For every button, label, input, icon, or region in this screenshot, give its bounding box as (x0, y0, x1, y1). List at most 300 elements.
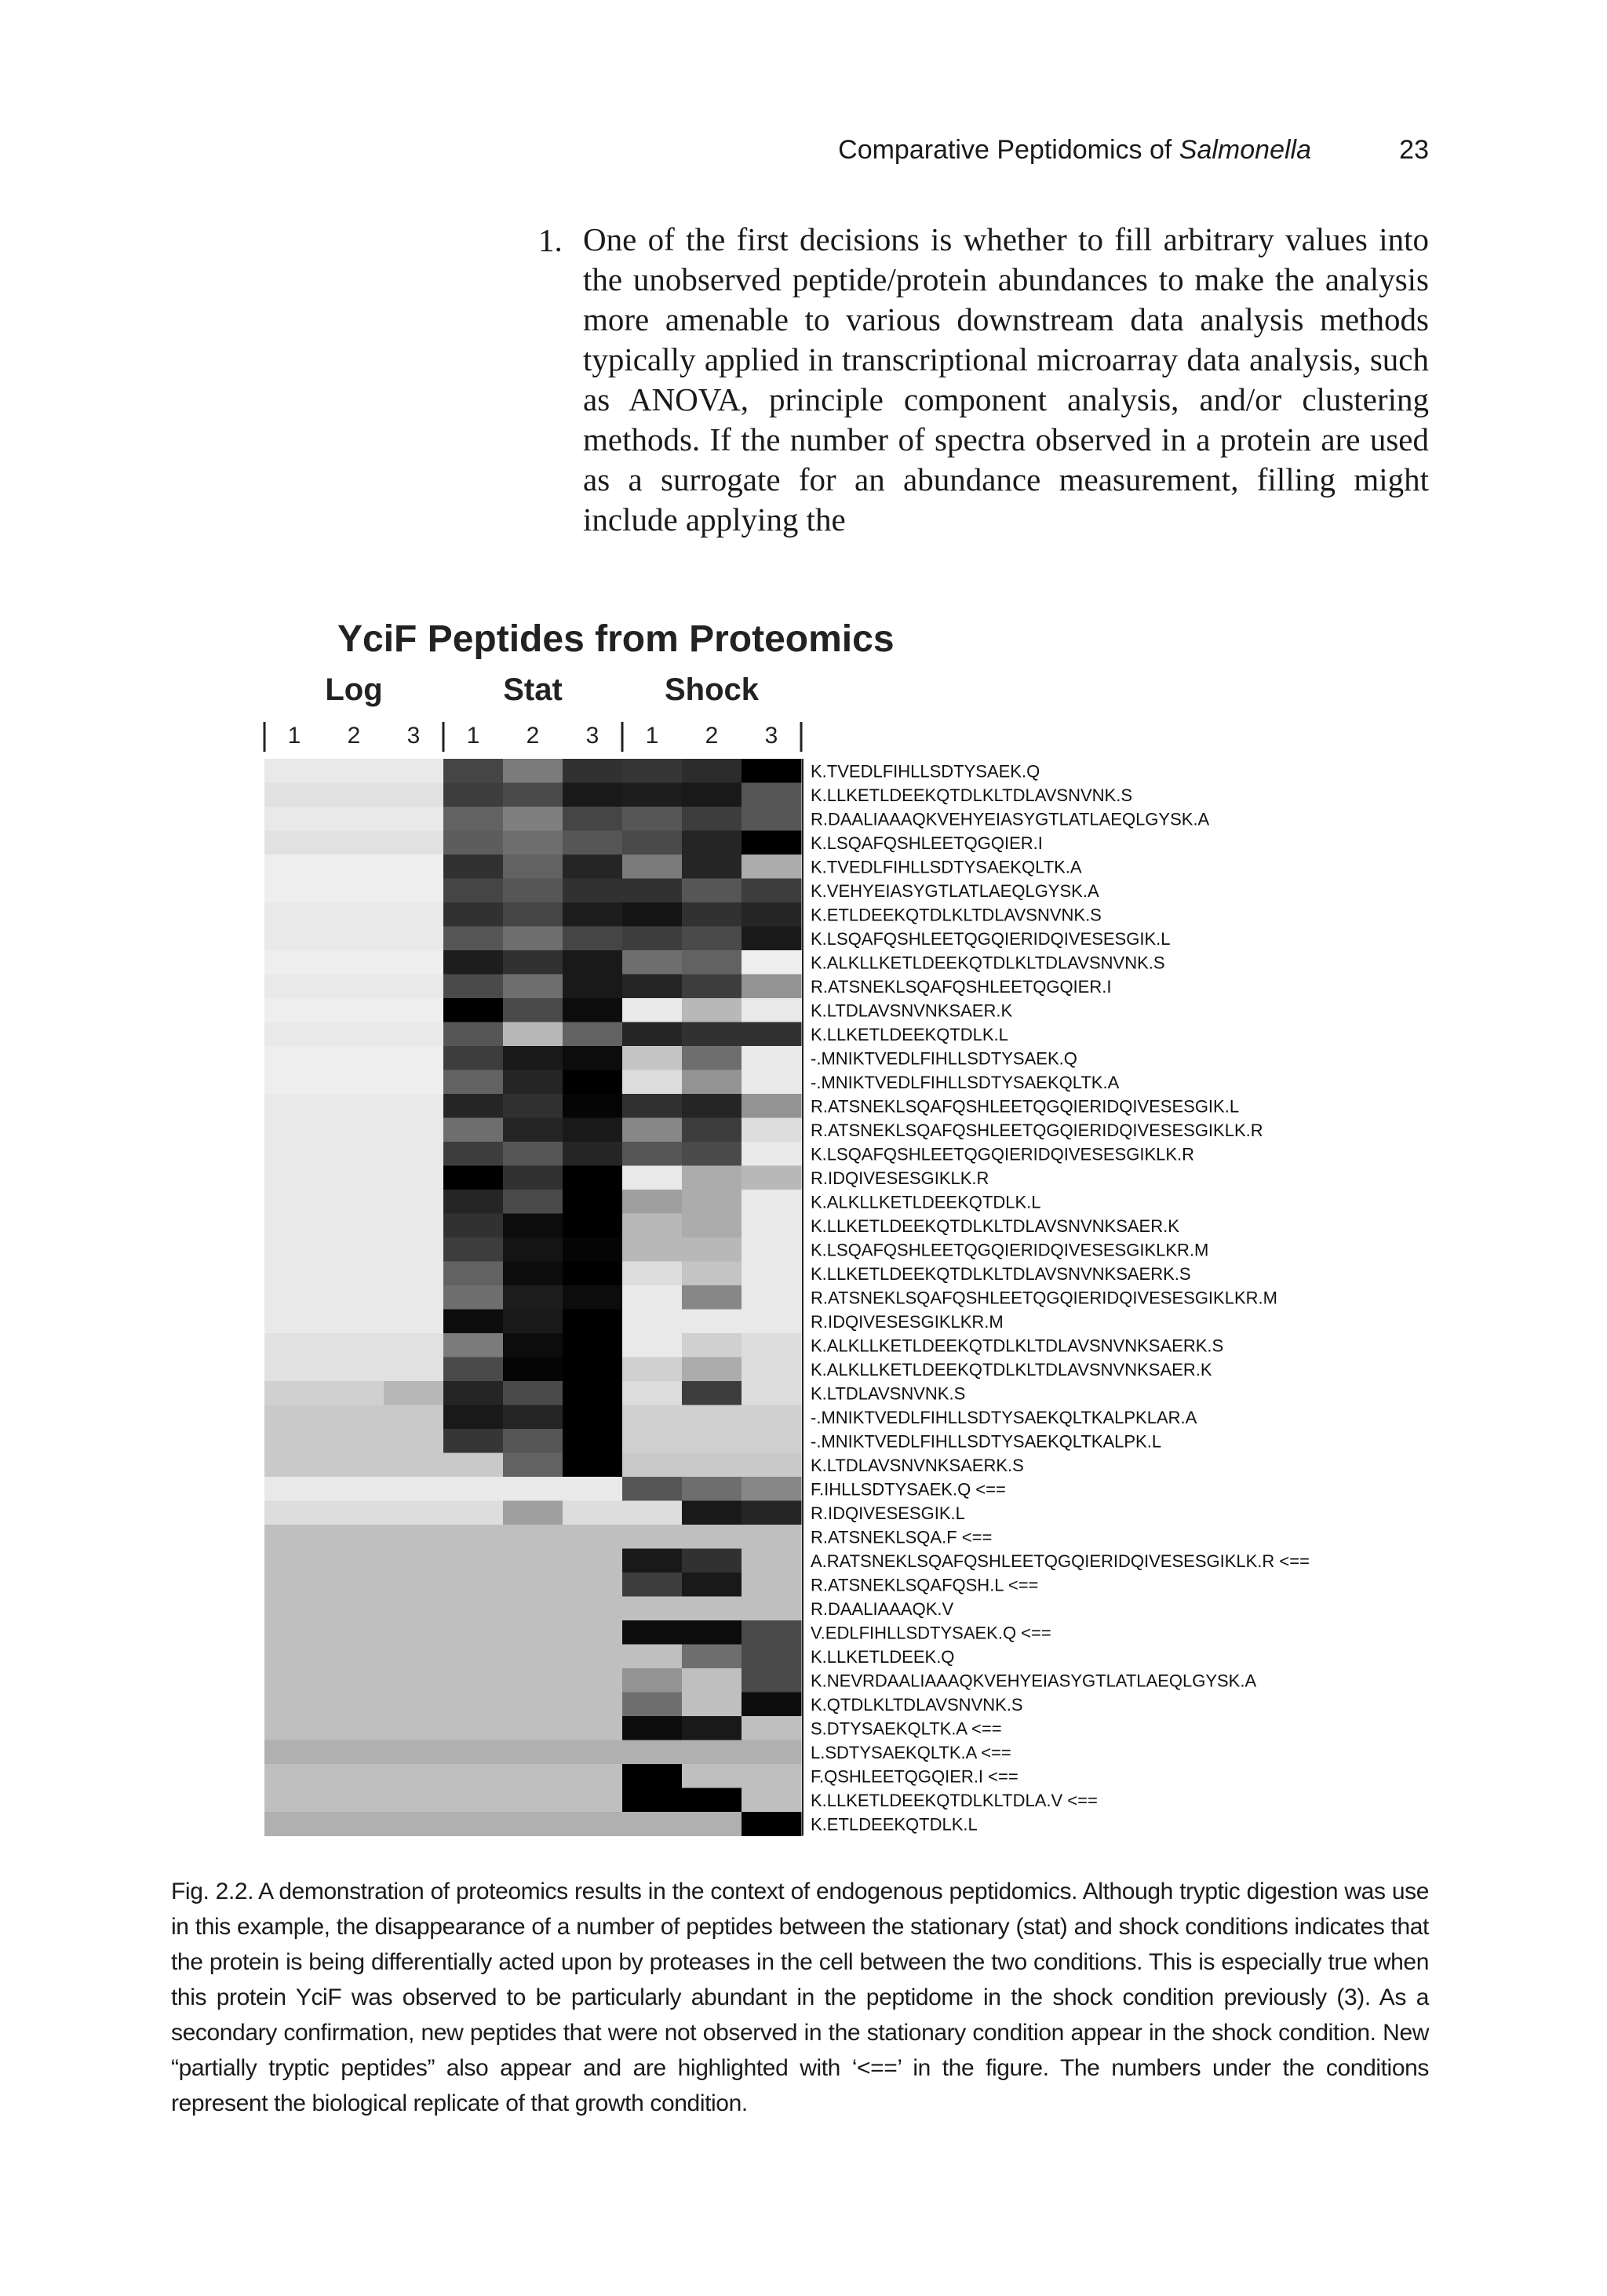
heatmap-cell (742, 1142, 802, 1166)
heatmap-cell (324, 927, 384, 951)
heatmap-cell (384, 1285, 444, 1310)
replicate-label: 1 (466, 723, 480, 749)
heatmap-cell (384, 831, 444, 855)
heatmap-cell (264, 1070, 325, 1095)
heatmap-cell (622, 1190, 683, 1214)
heatmap-cell (622, 998, 683, 1022)
heatmap-cell (264, 1381, 325, 1405)
peptide-label: K.LLKETLDEEKQTDLKLTDLAVSNVNKSAERK.S (811, 1263, 1191, 1284)
heatmap-cell (384, 1333, 444, 1358)
heatmap-cell (503, 1310, 563, 1334)
heatmap-cell (503, 1764, 563, 1788)
heatmap-cell (503, 1237, 563, 1262)
heatmap-cell (384, 1310, 444, 1334)
heatmap-cell (682, 1525, 742, 1549)
heatmap-cell (324, 1573, 384, 1597)
heatmap-cell (384, 783, 444, 807)
heatmap-cell (443, 783, 504, 807)
body-paragraph: One of the first decisions is whether to fill arbitrary values into the unobserved peptide/protein abundances to make the analysis more amenable to various downstream data analysis methods typically applied in transcriptional microarray data analysis, such as ANOVA, principle component analysis, and/or clustering methods. If the number of spectra observed in a protein are used as a surrogate for an abundance measurement, filling might include applying the (583, 221, 1429, 538)
heatmap-cell (324, 1693, 384, 1717)
condition-label-shock: Shock (664, 672, 760, 707)
heatmap-cell (563, 902, 623, 927)
heatmap-cell (622, 1358, 683, 1382)
heatmap-cell (742, 855, 802, 879)
page-number: 23 (1399, 135, 1429, 165)
heatmap-cell (742, 1214, 802, 1238)
heatmap-cell (622, 1166, 683, 1190)
heatmap-cell (622, 1429, 683, 1453)
heatmap-cell (563, 1573, 623, 1597)
replicate-label: 2 (705, 723, 719, 749)
heatmap-cell (563, 879, 623, 903)
heatmap-cell (503, 759, 563, 783)
heatmap-cell (384, 1237, 444, 1262)
heatmap-cell (622, 1262, 683, 1286)
heatmap-cell (443, 1429, 504, 1453)
peptide-label: K.LTDLAVSNVNKSAERK.S (811, 1455, 1024, 1475)
peptide-label: K.NEVRDAALIAAAQKVEHYEIASYGTLATLAEQLGYSK.A (811, 1671, 1257, 1691)
heatmap-cell (264, 1237, 325, 1262)
heatmap-cell (384, 1190, 444, 1214)
heatmap-cell (264, 1333, 325, 1358)
heatmap-cell (503, 1597, 563, 1621)
heatmap-cell (264, 950, 325, 975)
peptide-label: K.LLKETLDEEKQTDLKLTDLAVSNVNKSAER.K (811, 1215, 1179, 1236)
heatmap-cell (264, 1214, 325, 1238)
heatmap-cell (443, 1381, 504, 1405)
heatmap-cell (563, 1358, 623, 1382)
heatmap-cell (503, 1214, 563, 1238)
heatmap-cell (682, 1070, 742, 1095)
heatmap-cell (622, 902, 683, 927)
heatmap-cell (384, 1812, 444, 1836)
heatmap-cell (622, 1549, 683, 1573)
heatmap-cell (443, 975, 504, 999)
heatmap-cell (384, 1501, 444, 1525)
peptide-label: -.MNIKTVEDLFIHLLSDTYSAEKQLTK.A (811, 1072, 1120, 1092)
peptide-label: K.ALKLLKETLDEEKQTDLKLTDLAVSNVNKSAERK.S (811, 1336, 1224, 1356)
peptide-label: K.LSQAFQSHLEETQGQIERIDQIVESESGIK.L (811, 928, 1171, 949)
heatmap-cell (682, 950, 742, 975)
heatmap-cell (264, 998, 325, 1022)
heatmap-cell (443, 1645, 504, 1669)
heatmap-cell (443, 1693, 504, 1717)
heatmap-cell (443, 1501, 504, 1525)
caption-text: A demonstration of proteomics results in the context of endogenous peptidomics. Although tryptic digestion was use in this example, the disappearance of a number of peptides between the stationary (stat) and shock conditions indicates that the protein is being differentially acted upon by proteases in the cell between the two conditions. This is especially true when this protein YciF was observed to be particularly abundant in the peptidome in the shock condition previously (3). As a secondary confirmation, new peptides that were not observed in the stationary condition appear in the shock condition. New “partially tryptic peptides” also appear and are highlighted with ‘<==’ in the figure. The numbers under the conditions represent the biological replicate of that growth condition. (171, 1879, 1429, 2116)
heatmap-cell (682, 1214, 742, 1238)
heatmap-cell (622, 1477, 683, 1501)
peptide-label: -.MNIKTVEDLFIHLLSDTYSAEKQLTKALPKLAR.A (811, 1407, 1197, 1427)
heatmap-cell (384, 1645, 444, 1669)
heatmap-cell (742, 1525, 802, 1549)
heatmap-cell (443, 1597, 504, 1621)
heatmap-cell (264, 759, 325, 783)
heatmap-cell (443, 807, 504, 831)
heatmap-cell (384, 1525, 444, 1549)
heatmap-cell (622, 783, 683, 807)
heatmap-cell (264, 1262, 325, 1286)
heatmap-cell (563, 1429, 623, 1453)
peptide-label: R.ATSNEKLSQAFQSH.L <== (811, 1575, 1039, 1595)
heatmap-cell (503, 902, 563, 927)
heatmap-cell (742, 1740, 802, 1765)
heatmap-cell (682, 1046, 742, 1070)
heatmap-cell (622, 975, 683, 999)
heatmap-cell (622, 1118, 683, 1143)
heatmap-cell (324, 759, 384, 783)
heatmap-cell (324, 1812, 384, 1836)
heatmap-cell (682, 1405, 742, 1430)
heatmap-cell (563, 807, 623, 831)
heatmap-cell (264, 1620, 325, 1645)
heatmap-cell (324, 1237, 384, 1262)
heatmap-cell (742, 1501, 802, 1525)
heatmap-cell (563, 759, 623, 783)
heatmap-cell (503, 1453, 563, 1478)
heatmap-cell (682, 831, 742, 855)
heatmap-cell (742, 1573, 802, 1597)
heatmap-cell (622, 1333, 683, 1358)
heatmap-cell (384, 1070, 444, 1095)
heatmap-cell (563, 1381, 623, 1405)
heatmap-cell (264, 1788, 325, 1813)
heatmap-cell (563, 1285, 623, 1310)
heatmap-cell (324, 1429, 384, 1453)
heatmap-cell (324, 902, 384, 927)
running-head-italic: Salmonella (1179, 135, 1311, 165)
heatmap-cell (384, 1788, 444, 1813)
heatmap-cell (563, 1477, 623, 1501)
heatmap-cell (742, 1118, 802, 1143)
peptide-label: F.IHLLSDTYSAEK.Q <== (811, 1479, 1006, 1500)
heatmap-cell (503, 1668, 563, 1693)
heatmap-cell (682, 1142, 742, 1166)
heatmap-cell (563, 1453, 623, 1478)
heatmap-cell (742, 1549, 802, 1573)
peptide-label: L.SDTYSAEKQLTK.A <== (811, 1742, 1011, 1762)
heatmap-cell (742, 1693, 802, 1717)
heatmap-cell (563, 1405, 623, 1430)
heatmap-cell (384, 1477, 444, 1501)
heatmap-cell (503, 1812, 563, 1836)
heatmap-cell (264, 1668, 325, 1693)
heatmap-cell (742, 1668, 802, 1693)
heatmap-cell (264, 1405, 325, 1430)
heatmap-cell (682, 1333, 742, 1358)
heatmap-cell (682, 1381, 742, 1405)
heatmap-cell (563, 1525, 623, 1549)
heatmap-cell (682, 1501, 742, 1525)
heatmap-cell (742, 1764, 802, 1788)
heatmap-cell (384, 975, 444, 999)
heatmap-cell (563, 1214, 623, 1238)
heatmap-cell (264, 927, 325, 951)
heatmap-cell (563, 975, 623, 999)
heatmap-cell (682, 1549, 742, 1573)
heatmap-cell (384, 759, 444, 783)
heatmap-cell (264, 1645, 325, 1669)
heatmap-cell (503, 1285, 563, 1310)
heatmap-cell (503, 855, 563, 879)
heatmap-cell (682, 1812, 742, 1836)
heatmap-cell (264, 1812, 325, 1836)
heatmap-cell (742, 759, 802, 783)
heatmap-cell (503, 879, 563, 903)
heatmap-cell (742, 1405, 802, 1430)
heatmap-cell (324, 1070, 384, 1095)
heatmap-cell (384, 1453, 444, 1478)
heatmap-cell (384, 927, 444, 951)
heatmap-cell (324, 1358, 384, 1382)
heatmap-cell (742, 783, 802, 807)
heatmap-cell (264, 1740, 325, 1765)
heatmap-cell (682, 855, 742, 879)
heatmap-cell (503, 1405, 563, 1430)
heatmap-cell (264, 1693, 325, 1717)
heatmap-cell (503, 1381, 563, 1405)
peptide-label: K.QTDLKLTDLAVSNVNK.S (811, 1694, 1023, 1715)
heatmap-cell (384, 1262, 444, 1286)
heatmap-cell (742, 1429, 802, 1453)
heatmap-cell (622, 1022, 683, 1047)
heatmap-cell (324, 950, 384, 975)
heatmap-cell (742, 1620, 802, 1645)
peptide-label: K.LLKETLDEEKQTDLKLTDLAVSNVNK.S (811, 785, 1132, 805)
heatmap-cell (742, 1022, 802, 1047)
heatmap-cell (622, 1812, 683, 1836)
heatmap-cell (384, 902, 444, 927)
heatmap-cell (682, 1118, 742, 1143)
heatmap-cell (443, 1262, 504, 1286)
heatmap-cell (443, 1358, 504, 1382)
heatmap-cell (443, 1740, 504, 1765)
heatmap-cell (622, 1094, 683, 1118)
heatmap-cell (742, 1094, 802, 1118)
peptide-label: K.LTDLAVSNVNK.S (811, 1383, 966, 1404)
heatmap-cell (742, 1166, 802, 1190)
heatmap-cell (443, 1285, 504, 1310)
heatmap-cell (503, 1046, 563, 1070)
peptide-label: R.ATSNEKLSQA.F <== (811, 1527, 993, 1547)
heatmap-cell (622, 1716, 683, 1740)
heatmap-cell (264, 1477, 325, 1501)
heatmap-cell (682, 1310, 742, 1334)
heatmap-cell (384, 1142, 444, 1166)
heatmap-cell (443, 1716, 504, 1740)
heatmap-cell (742, 1237, 802, 1262)
heatmap-cell (563, 1788, 623, 1813)
heatmap-cell (264, 1549, 325, 1573)
heatmap-cell (563, 1645, 623, 1669)
heatmap-cell (682, 1190, 742, 1214)
heatmap-cell (563, 1190, 623, 1214)
heatmap-cell (264, 1453, 325, 1478)
heatmap-cell (503, 831, 563, 855)
heatmap-cell (622, 879, 683, 903)
heatmap-cell (622, 1525, 683, 1549)
heatmap-cell (384, 1094, 444, 1118)
heatmap-cell (503, 1716, 563, 1740)
heatmap-cell (503, 783, 563, 807)
replicate-label: 2 (347, 723, 361, 749)
heatmap-cell (443, 998, 504, 1022)
heatmap-cell (742, 927, 802, 951)
heatmap-cell (324, 1645, 384, 1669)
heatmap-cell (324, 1333, 384, 1358)
heatmap-cell (384, 1046, 444, 1070)
heatmap-cell (503, 1333, 563, 1358)
heatmap-cell (742, 831, 802, 855)
peptide-label: K.LSQAFQSHLEETQGQIERIDQIVESESGIKLKR.M (811, 1240, 1209, 1260)
heatmap-cell (563, 1716, 623, 1740)
heatmap-cell (622, 1285, 683, 1310)
heatmap-cell (622, 1645, 683, 1669)
heatmap-cell (264, 807, 325, 831)
heatmap-cell (443, 1333, 504, 1358)
peptide-label: R.IDQIVESESGIKLKR.M (811, 1311, 1004, 1332)
heatmap-cell (503, 1620, 563, 1645)
heatmap-cell (443, 950, 504, 975)
heatmap-cell (324, 1022, 384, 1047)
heatmap-cell (622, 759, 683, 783)
peptide-label: K.ALKLLKETLDEEKQTDLK.L (811, 1192, 1041, 1212)
replicate-label: 3 (406, 723, 421, 749)
peptide-label: -.MNIKTVEDLFIHLLSDTYSAEK.Q (811, 1048, 1077, 1069)
heatmap-cell (324, 1501, 384, 1525)
heatmap-cell (682, 1285, 742, 1310)
caption-label: Fig. 2.2. (171, 1879, 254, 1904)
heatmap-cell (563, 1668, 623, 1693)
heatmap-cell (503, 1573, 563, 1597)
heatmap-cell (563, 1333, 623, 1358)
heatmap-cell (384, 1620, 444, 1645)
heatmap-cell (622, 855, 683, 879)
heatmap-cell (443, 759, 504, 783)
heatmap-cell (384, 1214, 444, 1238)
heatmap-cell (443, 1118, 504, 1143)
heatmap-cell (503, 1740, 563, 1765)
figure (251, 612, 1365, 1836)
heatmap-cell (563, 1142, 623, 1166)
replicate-label: 3 (585, 723, 599, 749)
heatmap-cell (264, 975, 325, 999)
heatmap-cell (324, 807, 384, 831)
heatmap-cell (264, 1285, 325, 1310)
heatmap-cell (384, 1358, 444, 1382)
heatmap-cell (384, 1597, 444, 1621)
heatmap-cell (324, 783, 384, 807)
heatmap-cell (264, 783, 325, 807)
heatmap-cell (264, 879, 325, 903)
heatmap-cell (324, 879, 384, 903)
heatmap-cell (384, 1118, 444, 1143)
peptide-label: K.TVEDLFIHLLSDTYSAEKQLTK.A (811, 857, 1082, 877)
heatmap-cell (742, 1381, 802, 1405)
heatmap-cell (324, 1597, 384, 1621)
heatmap-cell (384, 1381, 444, 1405)
heatmap-cell (742, 1190, 802, 1214)
peptide-label: R.DAALIAAAQKVEHYEIASYGTLATLAEQLGYSK.A (811, 809, 1210, 829)
heatmap-cell (443, 1453, 504, 1478)
peptide-label: K.LLKETLDEEKQTDLK.L (811, 1024, 1008, 1044)
heatmap-cell (264, 902, 325, 927)
heatmap-cell (563, 1740, 623, 1765)
heatmap-cell (264, 1118, 325, 1143)
heatmap-cell (503, 1094, 563, 1118)
heatmap-cell (563, 1094, 623, 1118)
heatmap-cell (622, 1453, 683, 1478)
heatmap-cell (264, 1142, 325, 1166)
heatmap-cell (443, 879, 504, 903)
heatmap-cell (443, 1668, 504, 1693)
heatmap-cell (443, 1549, 504, 1573)
heatmap-cell (443, 1525, 504, 1549)
peptide-label: K.LLKETLDEEKQTDLKLTDLA.V <== (811, 1790, 1098, 1810)
heatmap-cell (443, 1070, 504, 1095)
heatmap-cell (443, 1046, 504, 1070)
heatmap-cell (622, 831, 683, 855)
heatmap-cell (563, 1237, 623, 1262)
heatmap-cell (622, 1310, 683, 1334)
heatmap-cell (443, 1405, 504, 1430)
heatmap-cell (264, 1190, 325, 1214)
heatmap-cell (443, 902, 504, 927)
heatmap-cell (563, 998, 623, 1022)
heatmap-cell (742, 1716, 802, 1740)
replicate-label: 1 (287, 723, 301, 749)
heatmap-cell (443, 1310, 504, 1334)
heatmap-cell (682, 1788, 742, 1813)
heatmap-cell (324, 1381, 384, 1405)
peptide-label: K.ETLDEEKQTDLKLTDLAVSNVNK.S (811, 905, 1102, 925)
peptide-label: F.QSHLEETQGQIER.I <== (811, 1766, 1018, 1787)
peptide-label: K.ALKLLKETLDEEKQTDLKLTDLAVSNVNKSAER.K (811, 1359, 1212, 1379)
heatmap-cell (622, 1693, 683, 1717)
heatmap-cell (384, 998, 444, 1022)
heatmap-cell (324, 1477, 384, 1501)
heatmap-cell (742, 1358, 802, 1382)
heatmap-cell (384, 807, 444, 831)
peptide-label: S.DTYSAEKQLTK.A <== (811, 1718, 1002, 1739)
heatmap-cell (384, 1549, 444, 1573)
heatmap-cell (742, 1262, 802, 1286)
heatmap-cell (443, 1094, 504, 1118)
heatmap-cell (503, 1429, 563, 1453)
heatmap-cell (742, 1285, 802, 1310)
heatmap-cell (742, 975, 802, 999)
heatmap-cell (443, 1477, 504, 1501)
heatmap-cell (503, 1549, 563, 1573)
heatmap-cell (324, 1262, 384, 1286)
heatmap-cell (324, 1214, 384, 1238)
heatmap-cell (742, 1333, 802, 1358)
peptide-label: K.ALKLLKETLDEEKQTDLKLTDLAVSNVNK.S (811, 953, 1165, 973)
heatmap-cell (742, 950, 802, 975)
heatmap-cell (264, 1094, 325, 1118)
heatmap-cell (622, 1740, 683, 1765)
heatmap-cell (742, 1812, 802, 1836)
heatmap-cell (622, 1764, 683, 1788)
heatmap-cell (324, 1310, 384, 1334)
heatmap-cell (622, 1573, 683, 1597)
heatmap-cell (622, 1501, 683, 1525)
peptide-label: A.RATSNEKLSQAFQSHLEETQGQIERIDQIVESESGIKLK.R <== (811, 1551, 1310, 1571)
heatmap-cell (324, 1453, 384, 1478)
heatmap-cell (264, 1573, 325, 1597)
heatmap-cell (264, 1597, 325, 1621)
heatmap-cell (563, 1118, 623, 1143)
heatmap-cell (324, 1405, 384, 1430)
